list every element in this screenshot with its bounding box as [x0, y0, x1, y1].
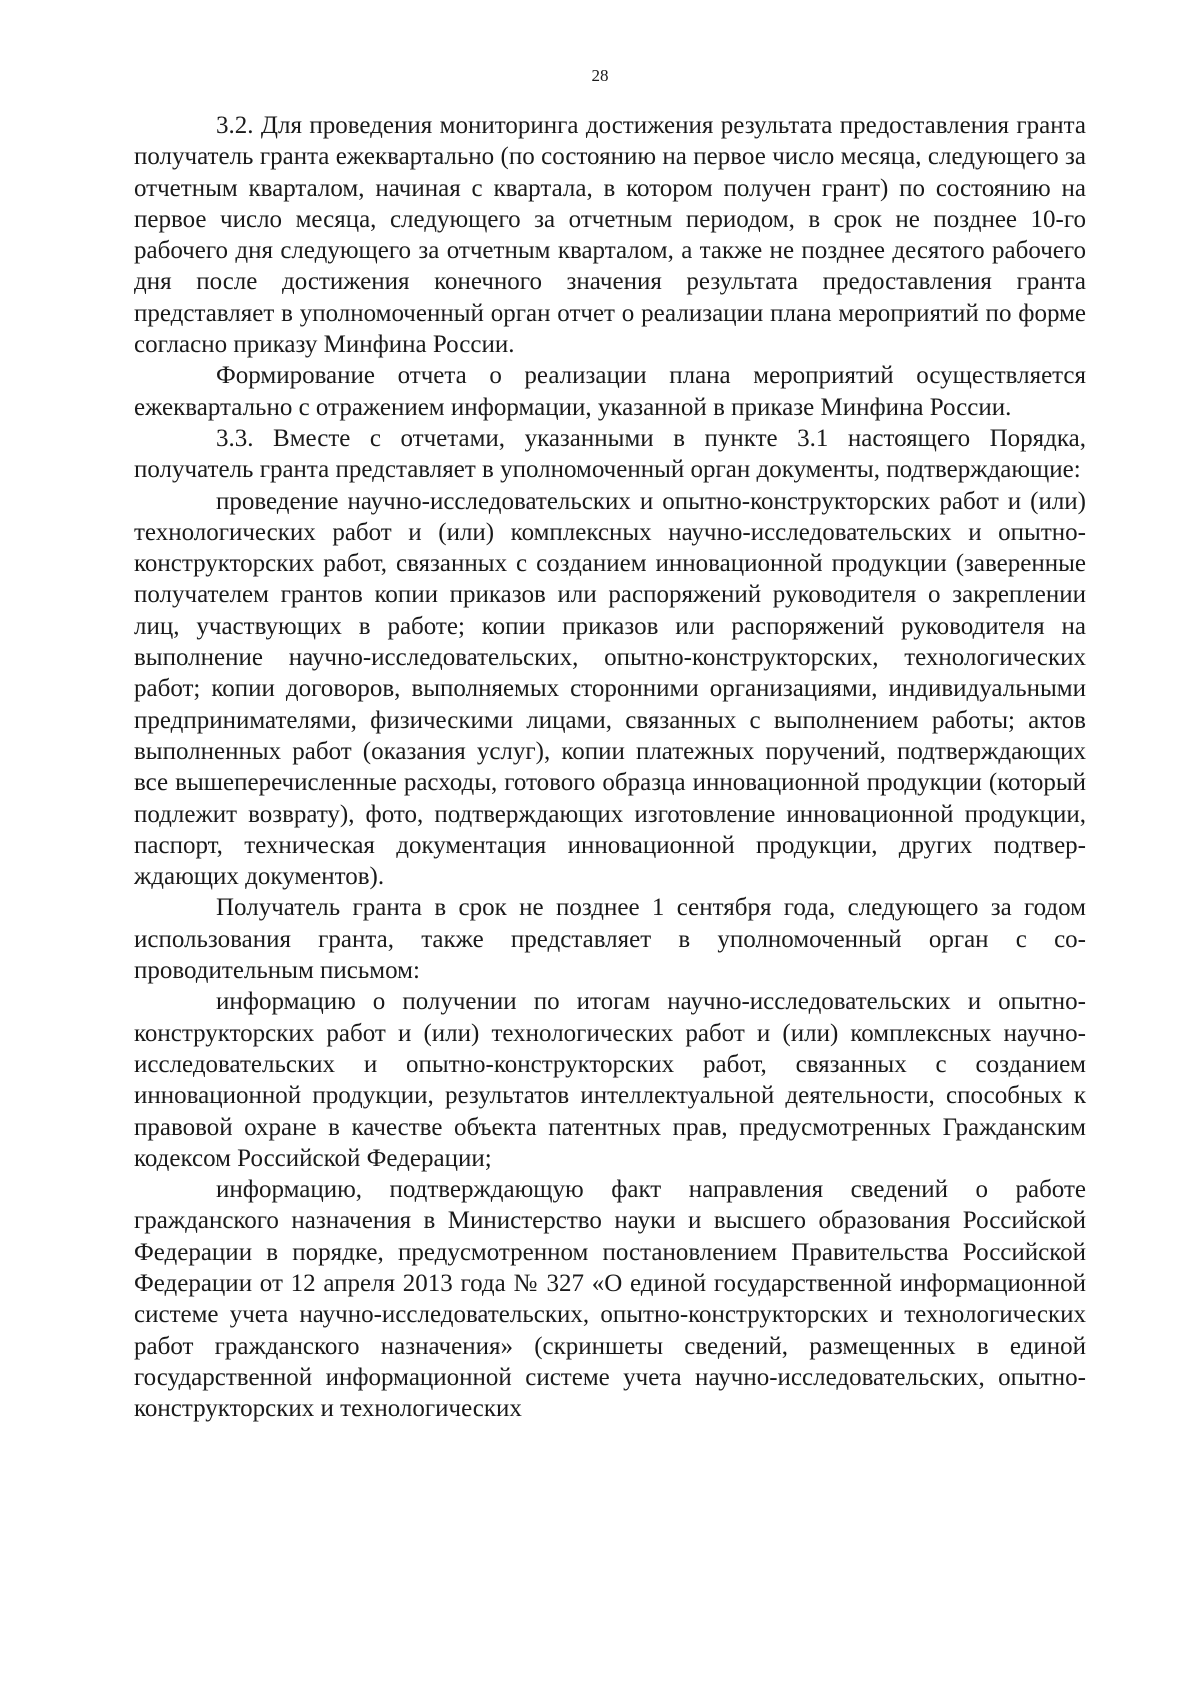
- paragraph-research-works: проведение научно-исследовательских и опытно-конструкторских работ и (или) технологических работ и (или) комплексных научно-исследовательских и опытно-конструкторских работ, связанных с созданием инновационной продукции (заверенные получателем грантов копии приказов или распоряжений руководителя о закреплении лиц, участвующих в работе; копии приказов или распоряжений руководителя на выполнение научно-исследовательских, опытно-конструкторских, технологических работ; копии договоров, выполняемых сторонними организациями, индивидуальными предпринимателями, физическими лицами, связанных с выполнением работы; актов выполненных работ (оказания услуг), копии платежных поручений, подтверждающих все вышеперечисленные расходы, готового образца инновационной продукции (который подлежит возврату), фото, подтверждающих изготовление инновационной продукции, паспорт, техническая документация инновационной продукции, других подтверждающих документов).: [134, 487, 1086, 891]
- paragraph-3-2: 3.2. Для проведения мониторинга достижения результата предоставления гранта получатель гранта ежеквартально (по состоянию на первое число месяца, следующего за отчетным кварталом, начиная с квартала, в котором получен грант) по состоянию на первое число месяца, следующего за отчетным периодом, в срок не позднее 10-го рабочего дня следующего за отчетным кварталом, а также не позднее десятого рабочего дня после достижения конечного значения результата предоставления гранта представляет в уполномоченный орган отчет о реализации плана мероприятий по форме согласно приказу Минфина России.: [134, 112, 1086, 359]
- page-number: 28: [591, 66, 609, 85]
- paragraph-grant-deadline: Получатель гранта в срок не позднее 1 сентября года, следующего за годом использования гранта, также представляет в уполномоченный орган с сопроводительным письмом:: [134, 894, 1086, 985]
- paragraph-report-formation: Формирование отчета о реализации плана мероприятий осуществляется ежеквартально с отражением информации, указанной в приказе Минфина России.: [134, 362, 1086, 421]
- paragraph-3-3: 3.3. Вместе с отчетами, указанными в пункте 3.1 настоящего Порядка, получатель гранта представляет в уполномоченный орган документы, подтверждающие:: [134, 424, 1086, 484]
- paragraph-ministry-info: информацию, подтверждающую факт направления сведений о работе гражданского назначения в Министерство науки и высшего образования Российской Федерации в порядке, предусмотренном постановлением Правительства Российской Федерации от 12 апреля 2013 года № 327 «О единой государственной информационной системе учета научно-исследовательских, опытно-конструкторских и технологических работ гражданского назначения» (скриншеты сведений, размещенных в единой государственной информационной системе учета научно-исследовательских, опытно-конструкторских и технологических: [134, 1176, 1086, 1423]
- document-body: [134, 110, 1086, 1424]
- paragraph-ip-results: информацию о получении по итогам научно-исследовательских и опытно-конструкторских работ и (или) технологических работ и (или) комплексных научно-исследовательских и опытно-конструкторских работ, связанных с созданием инновационной продукции, результатов интеллектуальной деятельности, способных к правовой охране в качестве объекта патентных прав, предусмотренных Гражданским кодексом Российской Федерации;: [134, 988, 1086, 1172]
